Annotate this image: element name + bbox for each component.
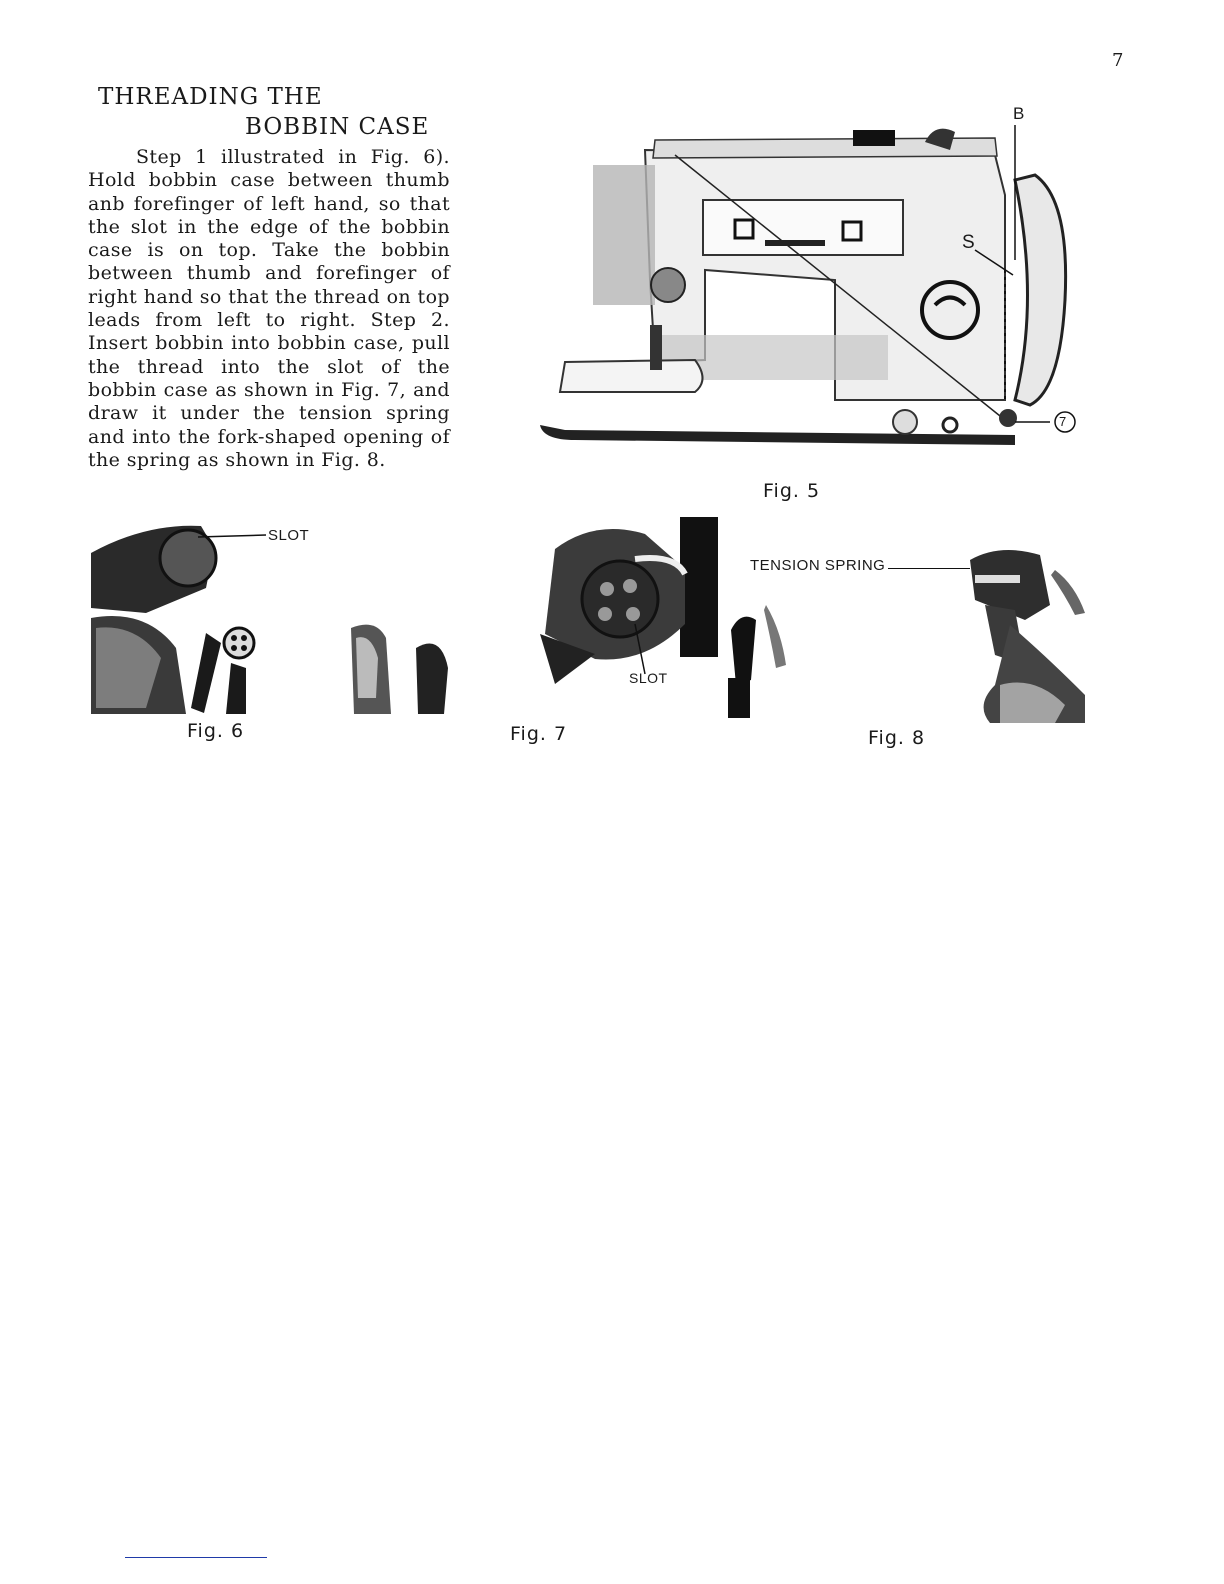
fig6-caption: Fig. 6: [187, 720, 245, 742]
fig6-label-slot: SLOT: [268, 527, 310, 544]
fig8-label-leader: [888, 568, 970, 569]
page-number: 7: [1112, 50, 1124, 71]
instruction-paragraph: Step 1 illustrated in Fig. 6). Hold bobbin case between thumb anb forefinger of left hand, so that the slot in the edge of the bobbin case is on top. Take the bobbin between thumb and forefinger of right hand so that the thread on top leads from left to right. Step 2. Insert bobbin into bobbin case, pull the thread into the slot of the bobbin case as shown in Fig. 7, and draw it under the tension spring and into the fork-shaped opening of the spring as shown in Fig. 8.: [88, 146, 450, 471]
fig7-bobbin-insert-image: [535, 514, 720, 719]
fig7-label-slot: SLOT: [629, 670, 668, 686]
section-heading-line1: THREADING THE: [98, 84, 323, 110]
fig5-label-7: 7: [1059, 414, 1067, 429]
fig6-hands-image: [86, 518, 456, 718]
fig5-sewing-machine-image: [535, 100, 1095, 460]
fig8-tension-spring-image: [955, 545, 1090, 725]
fig5-label-b: B: [1013, 104, 1025, 123]
fig7-caption: Fig. 7: [510, 723, 568, 745]
fig8-caption: Fig. 8: [868, 727, 926, 749]
fig5-label-s: S: [962, 232, 976, 253]
fig7-side-piece-image: [726, 600, 806, 720]
fig8-label-tension-spring: TENSION SPRING: [750, 557, 886, 574]
footer-rule: [125, 1557, 267, 1558]
fig5-caption: Fig. 5: [763, 480, 821, 502]
section-heading-line2: BOBBIN CASE: [245, 114, 430, 140]
